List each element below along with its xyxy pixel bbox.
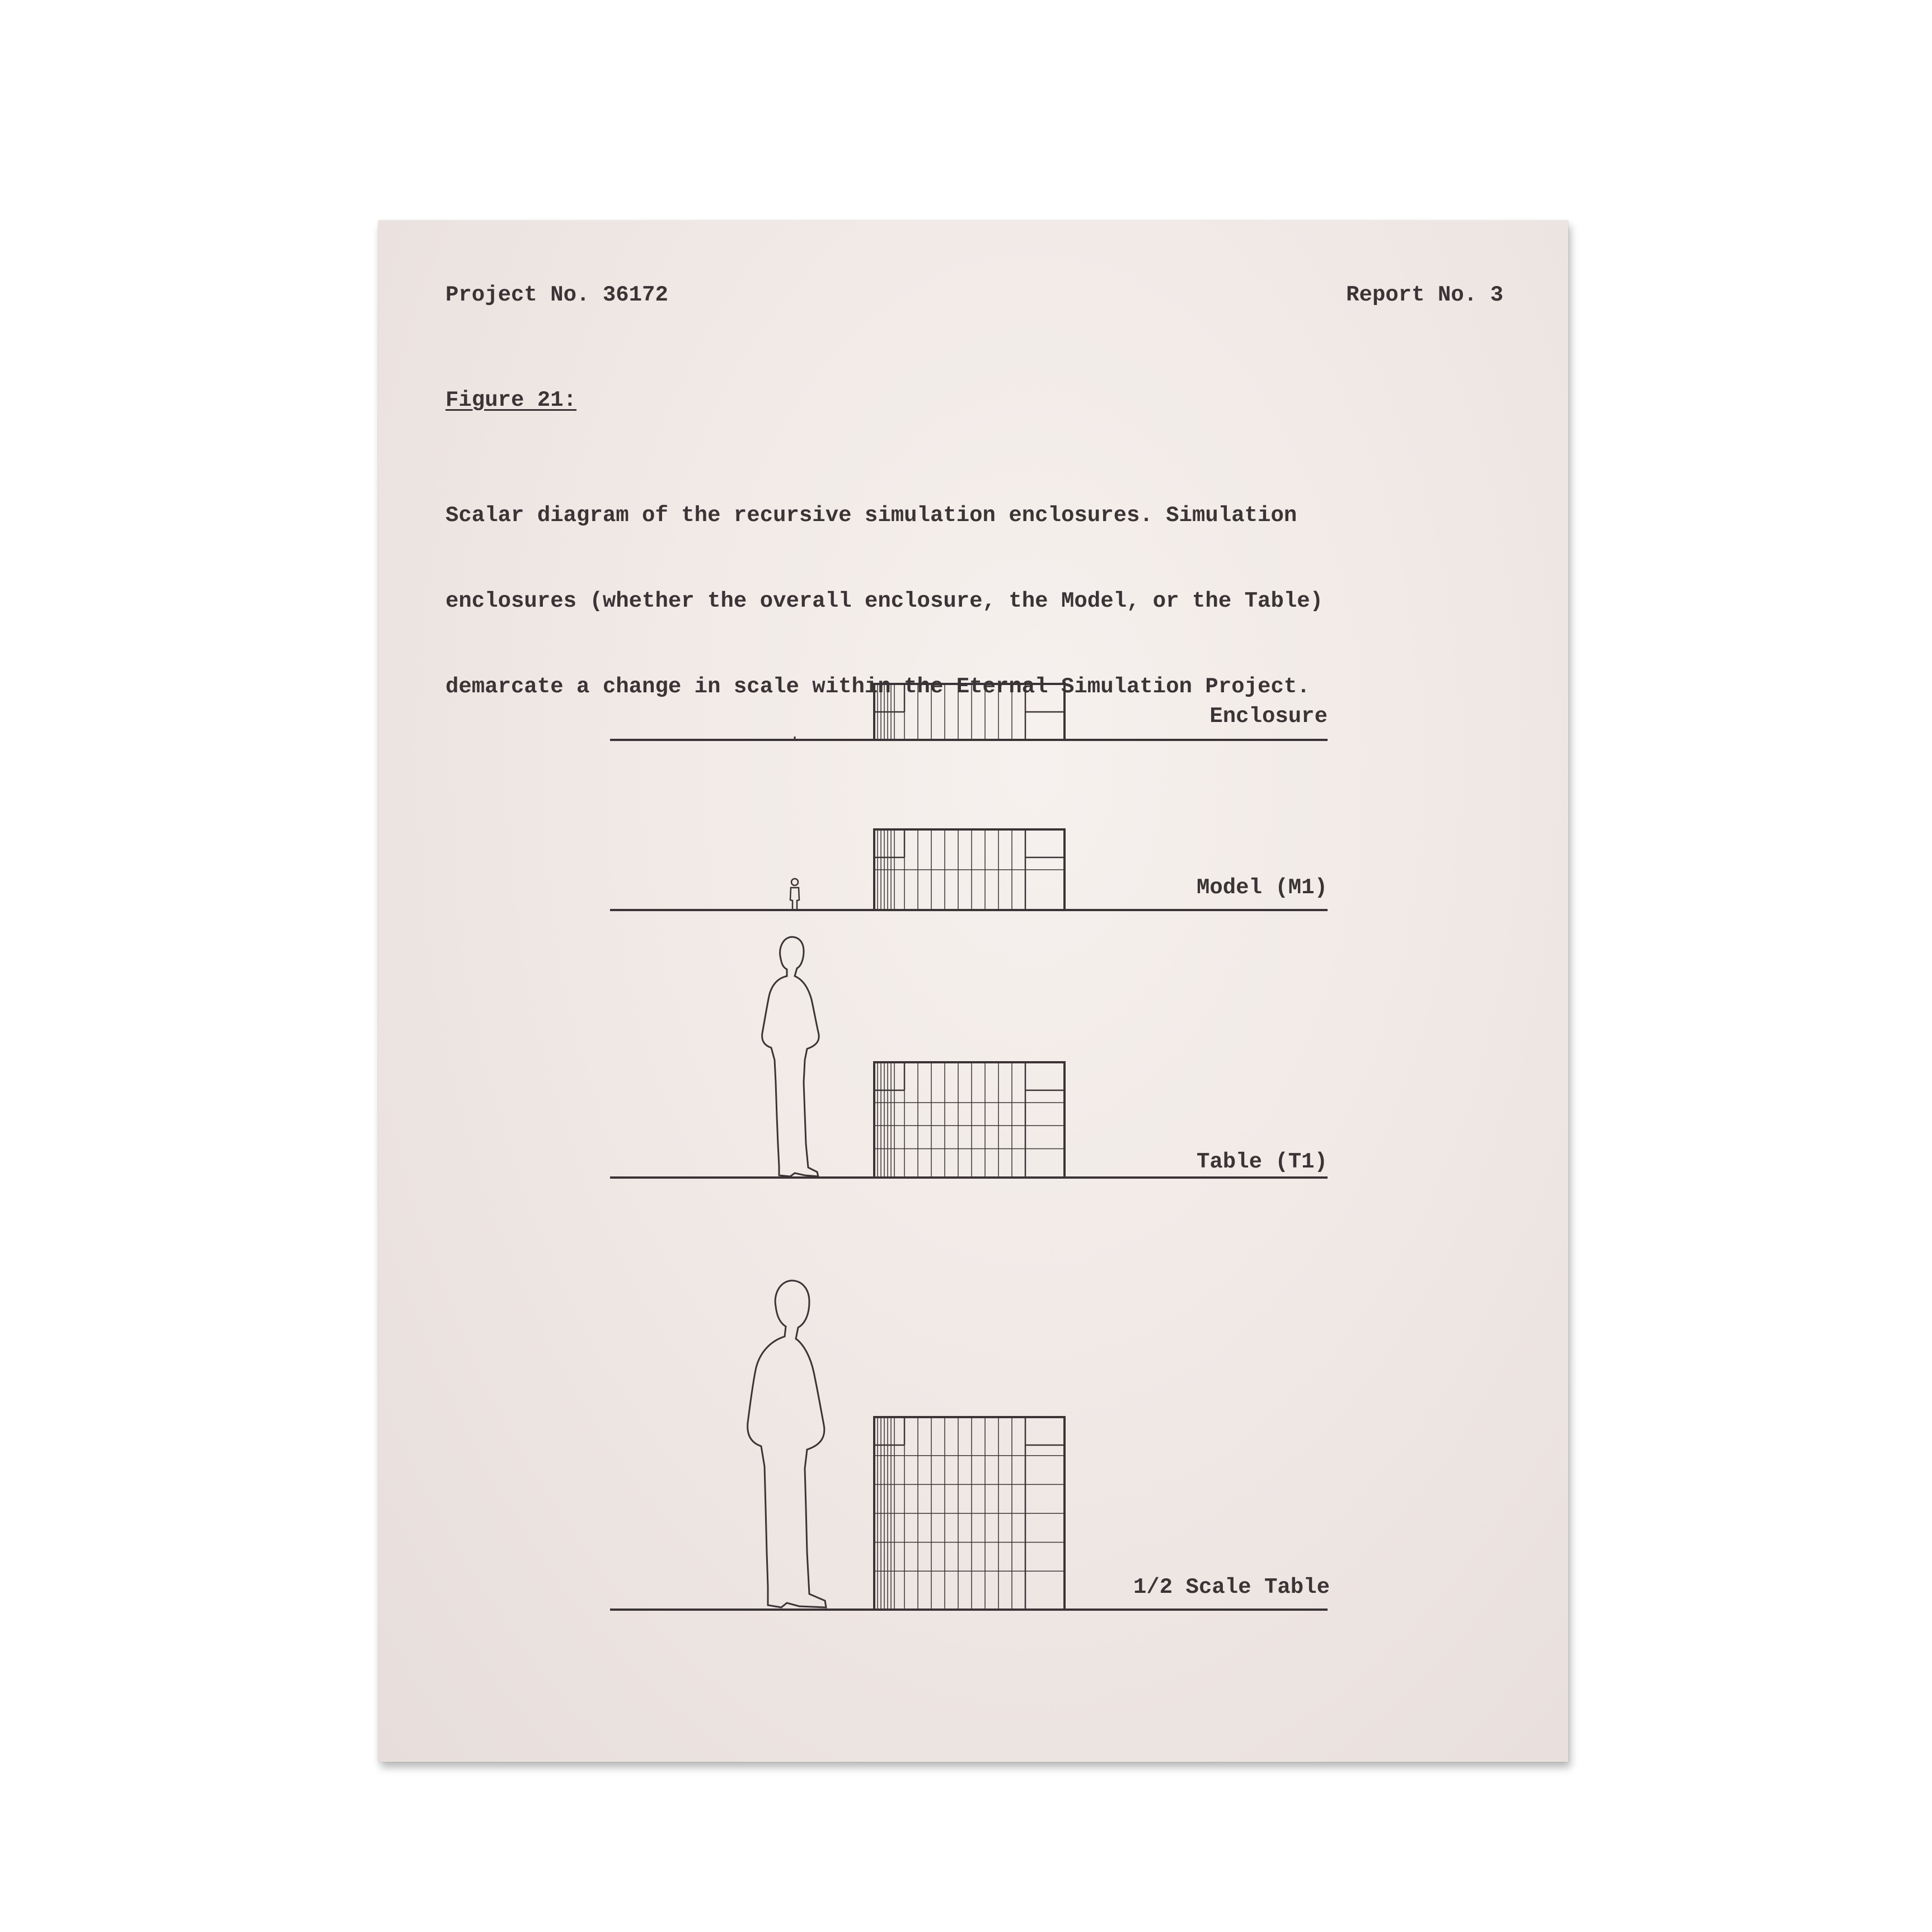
box-outline <box>874 1062 1065 1178</box>
project-number: Project No. 36172 <box>446 283 668 307</box>
person-silhouette-medium <box>762 937 819 1176</box>
enclosure-box <box>874 684 1065 740</box>
half-scale-table-box <box>874 1417 1065 1610</box>
table-box <box>874 1062 1065 1178</box>
document-page <box>378 221 1568 1762</box>
caption-line: enclosures (whether the overall enclosure, the Model, or the Table) <box>446 589 1324 613</box>
level-enclosure <box>610 684 1328 740</box>
small-person-figure <box>790 879 799 910</box>
level-label-table: Table (T1) <box>1196 1150 1328 1174</box>
scalar-diagram <box>378 221 1568 1762</box>
report-number: Report No. 3 <box>1346 283 1503 307</box>
level-label-half-scale: 1/2 Scale Table <box>1133 1575 1330 1600</box>
model-box <box>874 829 1065 910</box>
caption-line: Scalar diagram of the recursive simulation enclosures. Simulation <box>446 503 1297 528</box>
figure-title: Figure 21: <box>446 388 577 412</box>
person-silhouette-large <box>748 1281 826 1607</box>
level-half-scale-table <box>610 1281 1330 1610</box>
level-table <box>610 937 1328 1178</box>
caption-line: demarcate a change in scale within the Eternal Simulation Project. <box>446 674 1310 699</box>
level-label-enclosure: Enclosure <box>1209 704 1328 729</box>
level-model <box>610 829 1328 910</box>
level-label-model: Model (M1) <box>1196 875 1328 900</box>
